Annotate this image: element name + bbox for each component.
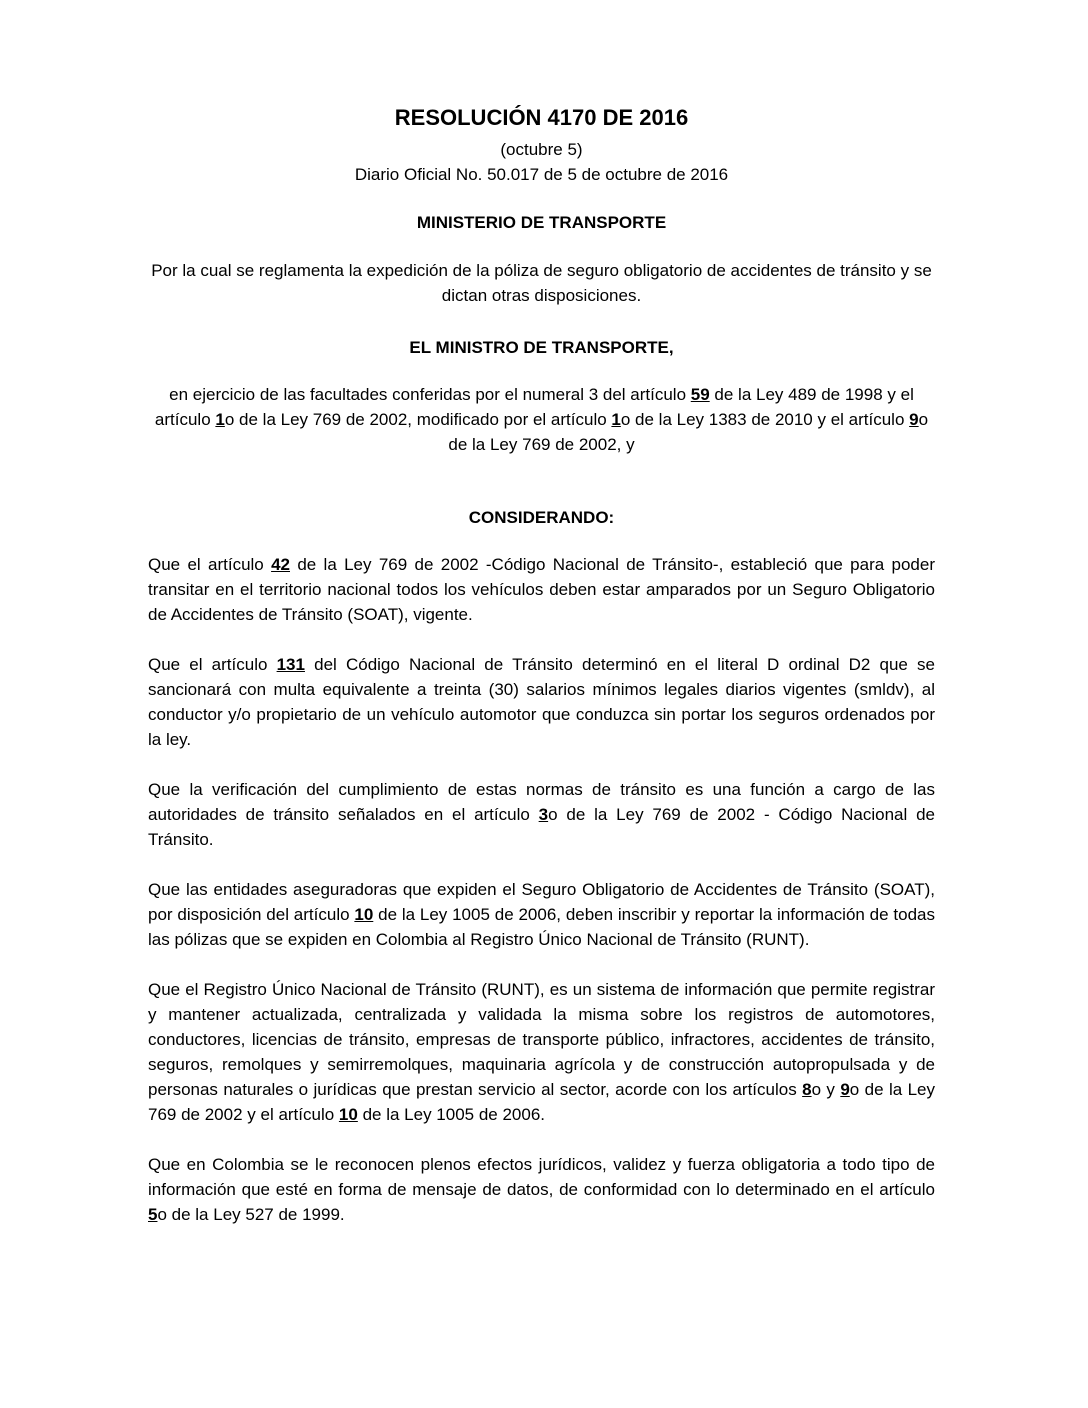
recital-paragraph-6: Que en Colombia se le reconocen plenos efectos jurídicos, validez y fuerza obligatoria a todo tipo de información que esté en forma de mensaje de datos, de conformidad con lo determinado en el artículo 5o de la Ley 527 de 1999. <box>148 1155 935 1224</box>
subject-paragraph: Por la cual se reglamenta la expedición de la póliza de seguro obligatorio de accidentes de tránsito y se dictan otras disposiciones. <box>151 261 932 305</box>
gazette-line: Diario Oficial No. 50.017 de 5 de octubre de 2016 <box>354 165 729 184</box>
document-title: RESOLUCIÓN 4170 DE 2016 <box>394 105 689 130</box>
recital-paragraph-4: Que las entidades aseguradoras que expiden el Seguro Obligatorio de Accidentes de Tránsito (SOAT), por disposición del artículo 10 de la Ley 1005 de 2006, deben inscribir y reportar la información de todas las pólizas que se expiden en Colombia al Registro Único Nacional de Tránsito (RUNT). <box>148 880 935 949</box>
issuer-heading: EL MINISTRO DE TRANSPORTE, <box>409 338 674 357</box>
powers-paragraph: en ejercicio de las facultades conferidas por el numeral 3 del artículo 59 de la Ley 489 de 1998 y el artículo 1o de la Ley 769 de 2002, modificado por el artículo 1o de la Ley 1383 de 2010 y el artículo 9o de la Ley 769 de 2002, y <box>154 385 929 454</box>
considering-heading: CONSIDERANDO: <box>468 508 615 527</box>
recital-paragraph-3: Que la verificación del cumplimiento de estas normas de tránsito es una función a cargo de las autoridades de tránsito señalados en el artículo 3o de la Ley 769 de 2002 - Código Nacional de Tránsito. <box>148 780 935 849</box>
recital-paragraph-2: Que el artículo 131 del Código Nacional de Tránsito determinó en el literal D ordinal D2 que se sancionará con multa equivalente a treinta (30) salarios mínimos legales diarios vigentes (smldv), al conductor y/o propietario de un vehículo automotor que conduzca sin portar los seguros ordenados por la ley. <box>148 655 935 749</box>
ministry-heading: MINISTERIO DE TRANSPORTE <box>416 213 667 232</box>
recital-paragraph-1: Que el artículo 42 de la Ley 769 de 2002 -Código Nacional de Tránsito-, estableció que para poder transitar en el territorio nacional todos los vehículos deben estar amparados por un Seguro Obligatorio de Accidentes de Tránsito (SOAT), vigente. <box>148 555 935 624</box>
date-line: (octubre 5) <box>500 140 583 159</box>
recital-paragraph-5: Que el Registro Único Nacional de Tránsito (RUNT), es un sistema de información que permite registrar y mantener actualizada, centralizada y validada la misma sobre los registros de automotores, conductores, licencias de tránsito, empresas de transporte público, infractores, accidentes de tránsito, seguros, remolques y semirremolques, maquinaria agrícola y de construcción autopropulsada y de personas naturales o jurídicas que prestan servicio al sector, acorde con los artículos 8o y 9o de la Ley 769 de 2002 y el artículo 10 de la Ley 1005 de 2006. <box>148 980 935 1124</box>
